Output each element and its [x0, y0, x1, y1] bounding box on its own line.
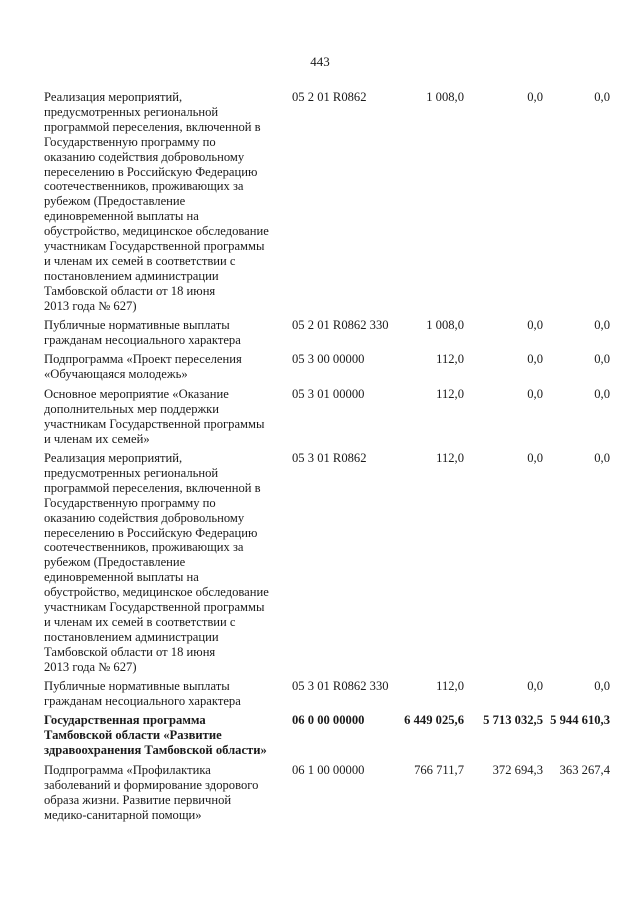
- row-name: Основное мероприятие «Оказание дополнительных мер поддержки участникам Государственной программы и членам их семей»: [44, 387, 265, 446]
- row-name: Подпрограмма «Профилактика заболеваний и формирование здорового образа жизни. Развитие первичной медико-санитарной помощи»: [44, 763, 259, 822]
- row-code: 05 3 00 00000: [292, 352, 365, 366]
- row-code: 05 2 01 R0862: [292, 90, 367, 104]
- row-code: 05 3 01 R0862 330: [292, 679, 389, 693]
- row-value-1: 1 008,0: [426, 90, 464, 104]
- row-value-1: 766 711,7: [414, 763, 464, 777]
- row-name: Реализация мероприятий, предусмотренных региональной программой переселения, включенной в Государственную программу по оказанию содействия добровольному переселению в Российскую Федерацию соотечественников, проживающих за рубежом (Предоставление единовременной выплаты на обустройство, медицинское обследование участникам Государственной программы и членам их семей в соответствии с постановлением администрации Тамбовской области от 18 июня 2013 года № 627): [44, 90, 269, 313]
- row-code: 05 2 01 R0862 330: [292, 318, 389, 332]
- row-value-3: 363 267,4: [559, 763, 610, 777]
- row-value-3: 5 944 610,3: [550, 713, 610, 727]
- row-name: Государственная программа Тамбовской области «Развитие здравоохранения Тамбовской области»: [44, 713, 267, 757]
- row-value-2: 0,0: [527, 90, 543, 104]
- row-value-1: 112,0: [436, 679, 464, 693]
- row-value-3: 0,0: [594, 387, 610, 401]
- row-name: Реализация мероприятий, предусмотренных региональной программой переселения, включенной в Государственную программу по оказанию содействия добровольному переселению в Российскую Федерацию соотечественников, проживающих за рубежом (Предоставление единовременной выплаты на обустройство, медицинское обследование участникам Государственной программы и членам их семей в соответствии с постановлением администрации Тамбовской области от 18 июня 2013 года № 627): [44, 451, 269, 674]
- row-name: Публичные нормативные выплаты гражданам несоциального характера: [44, 318, 241, 347]
- row-value-2: 0,0: [527, 352, 543, 366]
- row-value-3: 0,0: [594, 679, 610, 693]
- row-code: 06 0 00 00000: [292, 713, 365, 727]
- row-value-1: 6 449 025,6: [404, 713, 464, 727]
- page-number: 443: [310, 54, 330, 69]
- row-code: 05 3 01 00000: [292, 387, 365, 401]
- row-value-2: 0,0: [527, 451, 543, 465]
- row-code: 06 1 00 00000: [292, 763, 365, 777]
- row-value-3: 0,0: [594, 90, 610, 104]
- row-value-3: 0,0: [594, 352, 610, 366]
- row-name: Подпрограмма «Проект переселения «Обучающаяся молодежь»: [44, 352, 242, 381]
- row-value-2: 0,0: [527, 318, 543, 332]
- row-value-3: 0,0: [594, 318, 610, 332]
- row-value-2: 0,0: [527, 679, 543, 693]
- row-value-1: 112,0: [436, 451, 464, 465]
- row-value-2: 372 694,3: [492, 763, 543, 777]
- row-code: 05 3 01 R0862: [292, 451, 367, 465]
- row-name: Публичные нормативные выплаты гражданам несоциального характера: [44, 679, 241, 708]
- row-value-1: 112,0: [436, 387, 464, 401]
- row-value-1: 112,0: [436, 352, 464, 366]
- row-value-3: 0,0: [594, 451, 610, 465]
- row-value-2: 0,0: [527, 387, 543, 401]
- row-value-1: 1 008,0: [426, 318, 464, 332]
- row-value-2: 5 713 032,5: [483, 713, 543, 727]
